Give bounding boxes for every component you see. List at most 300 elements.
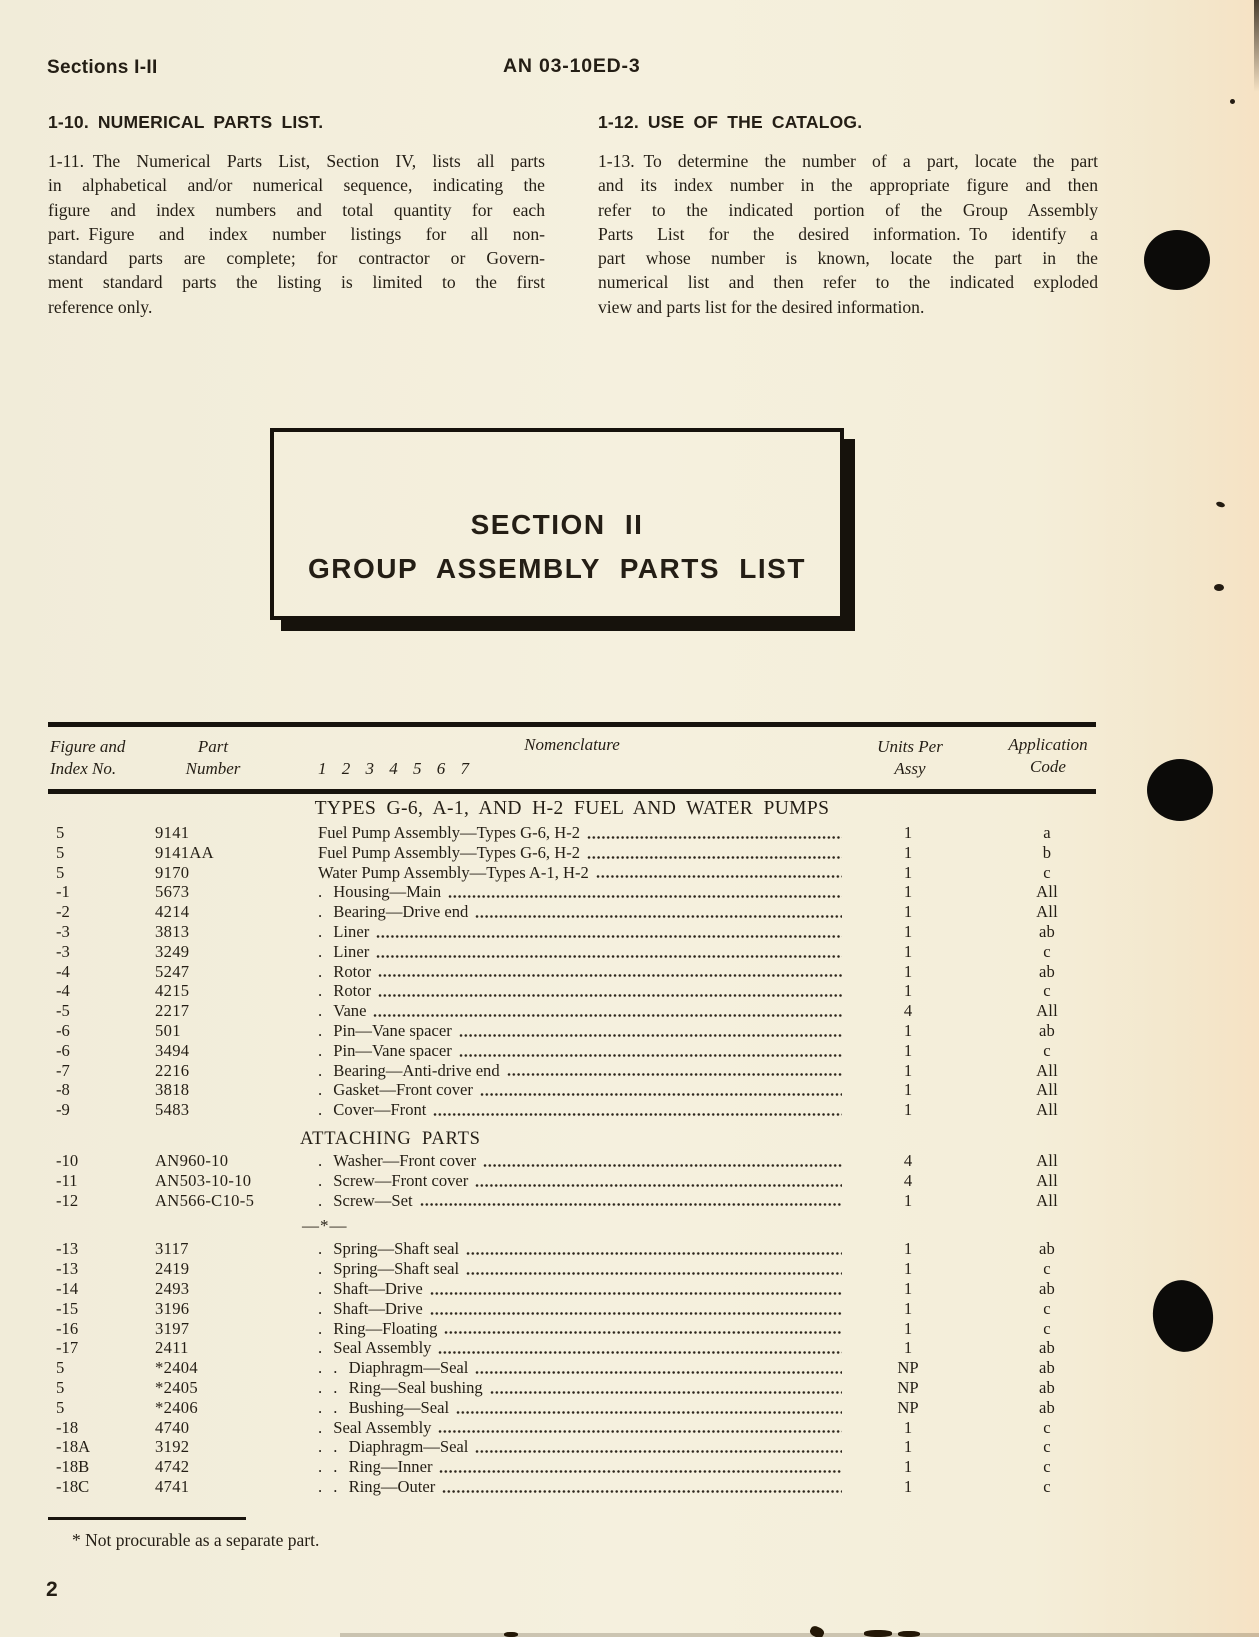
- nomenclature-cell: [300, 1457, 848, 1477]
- numerical-parts-list-paragraph: [48, 149, 545, 319]
- part-number-cell: 5483: [155, 1100, 190, 1120]
- dot-leader: [373, 1013, 842, 1018]
- dot-leader: [596, 874, 842, 879]
- paragraph-line: refer to the indicated portion of the Group Assembly: [598, 199, 1098, 220]
- nomenclature-cell: [300, 1080, 848, 1100]
- nomenclature-cell: [300, 902, 848, 922]
- figure-index-cell: 5: [56, 1377, 65, 1397]
- dot-leader: [475, 914, 842, 919]
- units-per-assy-cell: 1: [903, 1060, 913, 1080]
- punch-hole-middle: [1147, 759, 1213, 821]
- units-per-assy-cell: 1: [903, 981, 913, 1001]
- application-code-cell: b: [1042, 842, 1052, 862]
- dot-leader: [448, 894, 842, 899]
- dot-leader: [433, 1112, 842, 1117]
- units-per-assy-cell: 1: [903, 1298, 913, 1318]
- part-number-cell: 2419: [155, 1259, 190, 1279]
- nomenclature-text: Bearing—Anti-drive end: [333, 1060, 500, 1080]
- units-per-assy-cell: NP: [897, 1377, 919, 1397]
- col-header-figure-line1: Figure and: [50, 737, 126, 756]
- units-per-assy-cell: 1: [903, 882, 913, 902]
- table-row: [48, 1191, 1096, 1211]
- indent-dots: .: [318, 1100, 334, 1120]
- units-per-assy-cell: 1: [903, 842, 913, 862]
- paragraph-line: part whose number is known, locate the part in the: [598, 248, 1098, 269]
- nomenclature-cell: [300, 863, 848, 883]
- application-code-cell: All: [1036, 902, 1058, 922]
- units-per-assy-cell: 1: [903, 1457, 913, 1477]
- nomenclature-text: Bearing—Drive end: [333, 902, 469, 922]
- figure-index-cell: -13: [56, 1259, 79, 1279]
- nomenclature-cell: [300, 962, 848, 982]
- application-code-cell: c: [1043, 941, 1051, 961]
- numerical-parts-list-heading: 1-10. NUMERICAL PARTS LIST.: [48, 112, 324, 132]
- nomenclature-cell: [300, 1259, 848, 1279]
- table-group-title: TYPES G-6, A-1, AND H-2 FUEL AND WATER PUMPS: [314, 798, 830, 819]
- indent-dots: .: [318, 981, 334, 1001]
- scan-speck: [1214, 584, 1224, 591]
- indent-dots: .: [318, 1417, 334, 1437]
- nomenclature-text: Water Pump Assembly—Types A-1, H-2: [318, 862, 589, 882]
- nomenclature-text: Rotor: [333, 981, 372, 1001]
- part-number-cell: *2404: [155, 1358, 198, 1378]
- col-header-indent-numbers: 1 2 3 4 5 6 7: [318, 759, 471, 778]
- table-row: [48, 1080, 1096, 1100]
- dot-leader: [378, 973, 842, 978]
- indent-dots: .: [318, 902, 334, 922]
- nomenclature-cell: [300, 1437, 848, 1457]
- part-number-cell: 3192: [155, 1437, 190, 1457]
- paragraph-line: figure and index numbers and total quantity for each: [48, 199, 545, 220]
- table-row: [48, 962, 1096, 982]
- paragraph-line: ment standard parts the listing is limited to the first: [48, 272, 545, 293]
- application-code-cell: ab: [1038, 1020, 1056, 1040]
- application-code-cell: c: [1043, 981, 1051, 1001]
- dot-leader: [475, 1183, 842, 1188]
- nomenclature-text: Ring—Inner: [348, 1457, 433, 1477]
- nomenclature-text: Shaft—Drive: [333, 1278, 423, 1298]
- nomenclature-cell: [300, 1061, 848, 1081]
- units-per-assy-cell: 4: [903, 1170, 913, 1190]
- indent-dots: .: [318, 1001, 334, 1021]
- application-code-cell: All: [1036, 1080, 1058, 1100]
- paragraph-line: numerical list and then refer to the indicated exploded: [598, 272, 1098, 293]
- dot-leader: [587, 835, 842, 840]
- indent-dots: . .: [318, 1437, 349, 1457]
- figure-index-cell: -18A: [56, 1437, 91, 1457]
- nomenclature-text: Rotor: [333, 961, 372, 981]
- table-row: [48, 1041, 1096, 1061]
- dot-leader: [444, 1330, 842, 1335]
- paragraph-line: 1-11. The Numerical Parts List, Section IV, lists all parts: [48, 151, 545, 171]
- nomenclature-cell: [300, 1338, 848, 1358]
- part-number-cell: 9141: [155, 823, 190, 842]
- application-code-cell: All: [1036, 1150, 1058, 1170]
- nomenclature-text: Diaphragm—Seal: [348, 1437, 469, 1457]
- table-row: [48, 823, 1096, 843]
- nomenclature-text: Liner: [333, 921, 370, 941]
- table-row: [48, 1259, 1096, 1279]
- scan-bottom-edge: [340, 1633, 1259, 1637]
- part-number-cell: 3813: [155, 921, 190, 941]
- use-of-catalog-paragraph: [598, 149, 1098, 319]
- col-header-application-line1: Application: [1008, 735, 1088, 754]
- nomenclature-cell: [300, 882, 848, 902]
- indent-dots: .: [318, 1080, 334, 1100]
- nomenclature-text: Gasket—Front cover: [333, 1080, 473, 1100]
- table-row: [48, 1319, 1096, 1339]
- dot-leader: [475, 1370, 842, 1375]
- part-number-cell: 3197: [155, 1318, 190, 1338]
- indent-dots: .: [318, 1060, 334, 1080]
- col-header-application-line2: Code: [1030, 757, 1066, 776]
- nomenclature-cell: [300, 843, 848, 863]
- units-per-assy-cell: 1: [903, 902, 913, 922]
- units-per-assy-cell: 1: [903, 1239, 913, 1259]
- application-code-cell: ab: [1038, 1358, 1056, 1378]
- paragraph-line: view and parts list for the desired information.: [598, 296, 925, 317]
- part-number-cell: 5673: [155, 882, 190, 902]
- nomenclature-text: Ring—Floating: [333, 1318, 438, 1338]
- part-number-cell: 5247: [155, 961, 190, 981]
- indent-dots: .: [318, 1278, 334, 1298]
- figure-index-cell: 5: [56, 1397, 65, 1417]
- units-per-assy-cell: NP: [897, 1397, 919, 1417]
- use-of-catalog-heading: 1-12. USE OF THE CATALOG.: [598, 112, 863, 132]
- table-top-rule: [48, 722, 1096, 727]
- application-code-cell: c: [1043, 1437, 1051, 1457]
- nomenclature-cell: [300, 1398, 848, 1418]
- indent-dots: . .: [318, 1358, 349, 1378]
- dot-leader: [420, 1202, 842, 1207]
- part-number-cell: 9141AA: [155, 842, 214, 862]
- scan-bottom-artifact: [898, 1631, 920, 1637]
- part-number-cell: AN503-10-10: [155, 1170, 252, 1190]
- nomenclature-cell: [300, 942, 848, 962]
- nomenclature-text: Ring—Seal bushing: [348, 1377, 483, 1397]
- nomenclature-text: Screw—Set: [333, 1190, 413, 1210]
- application-code-cell: c: [1043, 1457, 1051, 1477]
- section-box-line1: SECTION II: [470, 509, 644, 540]
- indent-dots: .: [318, 1040, 334, 1060]
- nomenclature-text: Spring—Shaft seal: [333, 1259, 460, 1279]
- col-header-units-line1: Units Per: [877, 737, 943, 756]
- figure-index-cell: -5: [56, 1001, 70, 1021]
- indent-dots: .: [318, 1150, 334, 1170]
- dot-leader: [459, 1033, 842, 1038]
- units-per-assy-cell: 1: [903, 1476, 913, 1496]
- units-per-assy-cell: NP: [897, 1358, 919, 1378]
- nomenclature-cell: [300, 1239, 848, 1259]
- application-code-cell: All: [1036, 1190, 1058, 1210]
- intro-left-column: [48, 112, 545, 319]
- application-code-cell: All: [1036, 882, 1058, 902]
- nomenclature-cell: [300, 1477, 848, 1497]
- figure-index-cell: -18C: [56, 1476, 90, 1496]
- table-row: [48, 1151, 1096, 1171]
- dot-leader: [456, 1410, 842, 1415]
- dot-leader: [376, 954, 842, 959]
- dot-leader: [430, 1291, 842, 1296]
- application-code-cell: ab: [1038, 1278, 1056, 1298]
- figure-index-cell: -18: [56, 1417, 79, 1437]
- part-number-cell: 2411: [155, 1338, 189, 1358]
- nomenclature-text: Seal Assembly: [333, 1417, 432, 1437]
- table-row: [48, 1021, 1096, 1041]
- dot-leader: [483, 1163, 842, 1168]
- scan-speck: [1215, 501, 1225, 509]
- part-number-cell: 4740: [155, 1417, 190, 1437]
- dot-leader: [490, 1390, 842, 1395]
- figure-index-cell: -6: [56, 1020, 70, 1040]
- table-row: [48, 882, 1096, 902]
- part-number-cell: 3818: [155, 1080, 190, 1100]
- scan-edge-shadow: [1254, 0, 1259, 92]
- page-number: 2: [46, 1578, 58, 1601]
- paragraph-line: in alphabetical and/or numerical sequence, indicating the: [48, 175, 545, 196]
- paragraph-line: 1-13. To determine the number of a part, locate the part: [598, 151, 1098, 171]
- units-per-assy-cell: 4: [903, 1001, 913, 1021]
- indent-dots: .: [318, 1190, 334, 1210]
- table-row: [48, 1457, 1096, 1477]
- paragraph-line: reference only.: [48, 296, 153, 317]
- nomenclature-cell: [300, 1299, 848, 1319]
- dot-leader: [475, 1449, 842, 1454]
- table-row: [48, 1398, 1096, 1418]
- col-header-figure-line2: Index No.: [50, 759, 117, 778]
- part-number-cell: 3196: [155, 1298, 190, 1318]
- scan-speck: [1230, 99, 1235, 104]
- table-row: [48, 1378, 1096, 1398]
- application-code-cell: c: [1043, 1417, 1051, 1437]
- table-row: [48, 981, 1096, 1001]
- figure-index-cell: -4: [56, 981, 70, 1001]
- figure-index-cell: -14: [56, 1278, 79, 1298]
- application-code-cell: All: [1036, 1001, 1058, 1021]
- units-per-assy-cell: 1: [903, 961, 913, 981]
- nomenclature-text: Seal Assembly: [333, 1338, 432, 1358]
- nomenclature-text: Shaft—Drive: [333, 1298, 423, 1318]
- application-code-cell: a: [1043, 823, 1051, 842]
- application-code-cell: ab: [1038, 1338, 1056, 1358]
- application-code-cell: c: [1043, 1259, 1051, 1279]
- dot-leader: [438, 1350, 842, 1355]
- dot-leader: [587, 855, 842, 860]
- application-code-cell: ab: [1038, 961, 1056, 981]
- table-row: [48, 1418, 1096, 1438]
- nomenclature-cell: [300, 1358, 848, 1378]
- nomenclature-text: Screw—Front cover: [333, 1170, 469, 1190]
- units-per-assy-cell: 4: [903, 1150, 913, 1170]
- nomenclature-cell: [300, 1319, 848, 1339]
- nomenclature-cell: [300, 1279, 848, 1299]
- part-number-cell: 501: [155, 1020, 181, 1040]
- header-sections-label: Sections I-II: [47, 57, 158, 78]
- dot-leader: [466, 1271, 842, 1276]
- part-number-cell: 4214: [155, 902, 190, 922]
- table-row: [48, 1001, 1096, 1021]
- attaching-parts-separator: —*—: [302, 1216, 348, 1236]
- paragraph-line: standard parts are complete; for contractor or Govern-: [48, 248, 545, 269]
- nomenclature-cell: [300, 823, 848, 843]
- part-number-cell: AN960-10: [155, 1150, 229, 1170]
- table-row: [48, 1279, 1096, 1299]
- table-header-bottom-rule: [48, 789, 1096, 794]
- part-number-cell: 3117: [155, 1239, 189, 1259]
- figure-index-cell: -13: [56, 1239, 79, 1259]
- indent-dots: . .: [318, 1457, 349, 1477]
- nomenclature-text: Liner: [333, 941, 370, 961]
- units-per-assy-cell: 1: [903, 1040, 913, 1060]
- table-row: [48, 1239, 1096, 1259]
- units-per-assy-cell: 1: [903, 862, 913, 882]
- units-per-assy-cell: 1: [903, 1437, 913, 1457]
- indent-dots: .: [318, 1239, 334, 1259]
- figure-index-cell: 5: [56, 1358, 65, 1378]
- part-number-cell: 9170: [155, 862, 190, 882]
- application-code-cell: c: [1043, 1298, 1051, 1318]
- application-code-cell: ab: [1038, 921, 1056, 941]
- nomenclature-cell: [300, 1021, 848, 1041]
- dot-leader: [480, 1092, 842, 1097]
- dot-leader: [459, 1053, 842, 1058]
- indent-dots: .: [318, 961, 334, 981]
- figure-index-cell: -18B: [56, 1457, 90, 1477]
- indent-dots: .: [318, 1338, 334, 1358]
- application-code-cell: c: [1043, 1476, 1051, 1496]
- indent-dots: .: [318, 1318, 334, 1338]
- application-code-cell: c: [1043, 862, 1051, 882]
- indent-dots: . .: [318, 1397, 349, 1417]
- nomenclature-text: Cover—Front: [333, 1100, 427, 1120]
- punch-hole-bottom: [1148, 1276, 1217, 1356]
- dot-leader: [378, 993, 842, 998]
- footnote-text: * Not procurable as a separate part.: [72, 1530, 320, 1550]
- part-number-cell: 2216: [155, 1060, 190, 1080]
- figure-index-cell: -3: [56, 941, 70, 961]
- footnote-rule: [48, 1517, 246, 1520]
- col-header-part-line1: Part: [197, 737, 229, 756]
- indent-dots: .: [318, 882, 334, 902]
- units-per-assy-cell: 1: [903, 1020, 913, 1040]
- application-code-cell: All: [1036, 1100, 1058, 1120]
- units-per-assy-cell: 1: [903, 1100, 913, 1120]
- dot-leader: [442, 1489, 842, 1494]
- part-number-cell: 4215: [155, 981, 190, 1001]
- nomenclature-text: Fuel Pump Assembly—Types G-6, H-2: [318, 842, 581, 862]
- units-per-assy-cell: 1: [903, 1259, 913, 1279]
- nomenclature-text: Washer—Front cover: [333, 1150, 477, 1170]
- table-row: [48, 1299, 1096, 1319]
- col-header-part-line2: Number: [185, 759, 241, 778]
- paragraph-line: Parts List for the desired information. To identify a: [598, 223, 1098, 244]
- table-row: [48, 1338, 1096, 1358]
- figure-index-cell: 5: [56, 823, 65, 842]
- figure-index-cell: -17: [56, 1338, 79, 1358]
- nomenclature-cell: [300, 1378, 848, 1398]
- nomenclature-cell: [300, 1100, 848, 1120]
- units-per-assy-cell: 1: [903, 921, 913, 941]
- units-per-assy-cell: 1: [903, 941, 913, 961]
- indent-dots: .: [318, 1170, 334, 1190]
- dot-leader: [438, 1429, 842, 1434]
- figure-index-cell: -1: [56, 882, 70, 902]
- figure-index-cell: 5: [56, 862, 65, 882]
- application-code-cell: All: [1036, 1060, 1058, 1080]
- part-number-cell: 2217: [155, 1001, 190, 1021]
- units-per-assy-cell: 1: [903, 823, 913, 842]
- section-title-box: [270, 428, 844, 620]
- figure-index-cell: -12: [56, 1190, 79, 1210]
- figure-index-cell: -9: [56, 1100, 70, 1120]
- part-number-cell: 4742: [155, 1457, 190, 1477]
- nomenclature-text: Housing—Main: [333, 882, 442, 902]
- table-row: [48, 922, 1096, 942]
- nomenclature-cell: [300, 1171, 848, 1191]
- application-code-cell: ab: [1038, 1377, 1056, 1397]
- nomenclature-cell: [300, 981, 848, 1001]
- dot-leader: [466, 1251, 842, 1256]
- part-number-cell: AN566-C10-5: [155, 1190, 255, 1210]
- col-header-units-line2: Assy: [894, 759, 926, 778]
- units-per-assy-cell: 1: [903, 1190, 913, 1210]
- indent-dots: . .: [318, 1377, 349, 1397]
- indent-dots: .: [318, 921, 334, 941]
- figure-index-cell: -8: [56, 1080, 70, 1100]
- figure-index-cell: -6: [56, 1040, 70, 1060]
- part-number-cell: 3249: [155, 941, 190, 961]
- indent-dots: .: [318, 1298, 334, 1318]
- indent-dots: .: [318, 1020, 334, 1040]
- figure-index-cell: -11: [56, 1170, 78, 1190]
- nomenclature-cell: [300, 1191, 848, 1211]
- nomenclature-text: Pin—Vane spacer: [333, 1040, 452, 1060]
- units-per-assy-cell: 1: [903, 1278, 913, 1298]
- header-doc-number: AN 03-10ED-3: [503, 55, 641, 77]
- scan-bottom-artifact: [864, 1630, 892, 1637]
- part-number-cell: *2406: [155, 1397, 198, 1417]
- punch-hole-top: [1144, 230, 1210, 290]
- table-header: [48, 722, 1096, 794]
- indent-dots: . .: [318, 1476, 349, 1496]
- part-number-cell: 3494: [155, 1040, 190, 1060]
- units-per-assy-cell: 1: [903, 1080, 913, 1100]
- application-code-cell: ab: [1038, 1239, 1056, 1259]
- part-number-cell: *2405: [155, 1377, 198, 1397]
- table-row: [48, 1061, 1096, 1081]
- table-row: [48, 1100, 1096, 1120]
- figure-index-cell: -7: [56, 1060, 70, 1080]
- table-rows: [48, 797, 1096, 1497]
- table-row: [48, 843, 1096, 863]
- table-row: [48, 1477, 1096, 1497]
- units-per-assy-cell: 1: [903, 1338, 913, 1358]
- figure-index-cell: -15: [56, 1298, 79, 1318]
- figure-index-cell: -4: [56, 961, 70, 981]
- figure-index-cell: -16: [56, 1318, 79, 1338]
- dot-leader: [507, 1072, 842, 1077]
- nomenclature-text: Spring—Shaft seal: [333, 1239, 460, 1259]
- paragraph-line: part. Figure and index number listings for all non-: [48, 223, 545, 244]
- application-code-cell: c: [1043, 1318, 1051, 1338]
- table-row: [48, 1171, 1096, 1191]
- dot-leader: [430, 1311, 842, 1316]
- nomenclature-cell: [300, 1151, 848, 1171]
- attaching-parts-title: ATTACHING PARTS: [300, 1128, 481, 1149]
- nomenclature-text: Bushing—Seal: [348, 1397, 450, 1417]
- indent-dots: .: [318, 1259, 334, 1279]
- table-row: [48, 863, 1096, 883]
